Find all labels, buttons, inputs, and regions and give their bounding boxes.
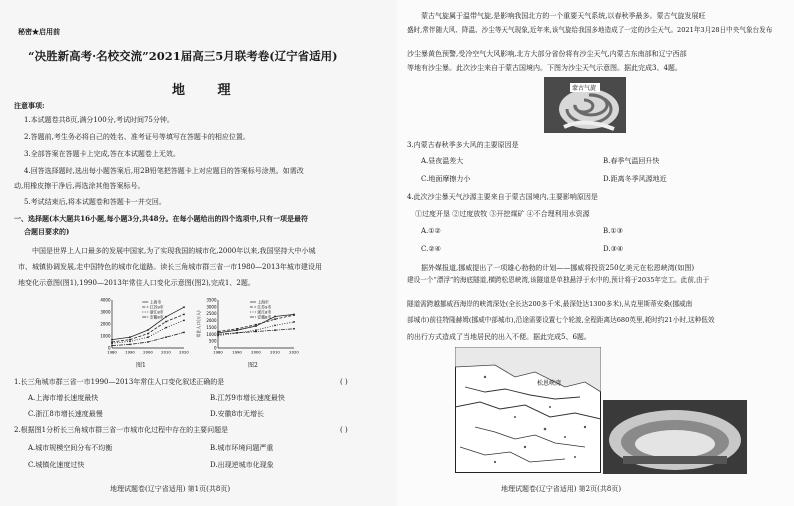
x-tick-label: 2020	[179, 349, 189, 355]
data-point	[129, 344, 131, 346]
data-point	[255, 324, 257, 326]
page-footer: 地理试题卷(辽宁省适用) 第2页(共8页)	[501, 485, 622, 493]
intro2-line: 隧道需跨越挪威西海岸的峡湾深处(全长达200多千米,最深处达1300多米),从克里斯蒂安桑(挪威南	[407, 300, 693, 308]
x-tick-label: 1990	[232, 349, 242, 355]
y-tick-label: 4000	[100, 297, 111, 303]
q3-option: B.春季气温回升快	[603, 157, 660, 165]
answer-bracket: ( )	[340, 378, 348, 386]
notice-item: 4.回答选择题时,选出每小题答案后,用2B铅笔把答题卡上对应题目的答案标号涂黑。如需改	[24, 167, 304, 175]
q1-option: D.安徽8市无增长	[210, 410, 265, 418]
q2-option: B.城市环境问题严重	[210, 444, 274, 452]
data-point	[165, 336, 167, 338]
question-1: 1.长三角城市群三省一市1990—2013年常住人口变化叙述正确的是	[14, 378, 225, 386]
question-2: 2.根据图1分析长三角城市群三省一市城市化过程中存在的主要问题是	[14, 426, 229, 434]
section-title: 一、选择题(本大题共16小题,每小题3分,共48分。在每小题给出的四个选项中,只有一项是最符	[14, 214, 308, 223]
intro2-line: 的出行方式造成了当地居民的出入不便。据此完成5、6题。	[407, 333, 591, 341]
question-3: 3.内蒙古春秋季多大风的主要原因是	[407, 141, 519, 149]
map-label: 松恩峡湾	[537, 380, 562, 387]
intro-line: 沙尘暴黄色预警,受冷空气大风影响,北方大部分省份将有沙尘天气,内蒙古东南部和辽宁西部	[407, 50, 687, 58]
cyclone-label: 蒙古气旋	[572, 85, 597, 92]
q1-option: C.浙江8市增长速度最慢	[28, 410, 103, 418]
notice-item: 3.全部答案在答题卡上完成,答在本试题卷上无效。	[24, 150, 180, 158]
x-tick-label: 2000	[251, 349, 261, 355]
y-tick-label: 0	[213, 345, 217, 351]
q2-option: D.出现逆城市化现象	[210, 461, 274, 469]
legend-label: 浙江8市	[257, 309, 272, 315]
x-tick-label: 2020	[289, 349, 299, 355]
data-point	[236, 332, 238, 334]
figure-1-caption: 图1	[136, 362, 146, 369]
data-point	[165, 327, 167, 329]
question-4: 4.此次沙尘暴天气沙源主要来自于蒙古国境内,主要影响原因是	[407, 193, 598, 201]
notice-item: 1.本试题卷共8页,满分100分,考试时间75分钟。	[24, 116, 174, 124]
y-tick-label: 500	[208, 338, 217, 344]
intro2-line: 据外媒报道,挪威提出了一项雄心勃勃的计划——挪威将投资250亿美元在松恩峡湾(如图)	[421, 264, 695, 272]
series-line	[112, 320, 184, 343]
data-point	[183, 332, 185, 334]
intro-line: 地变化示意图(图1),1990—2013年常住人口变化示意图(图2),完成1、2题。	[18, 279, 255, 287]
legend-label: 安徽8市	[149, 314, 164, 320]
data-point	[111, 339, 113, 341]
y-tick-label: 2500	[206, 311, 217, 317]
data-point	[217, 333, 219, 335]
intro2-line: 部城市)前往特隆赫姆(挪威中部城市),沿途需要设置七个轮渡,全程距离达680英里,耗时约21小时,这种低效	[407, 316, 715, 324]
data-point	[147, 333, 149, 335]
x-tick-label: 2010	[161, 349, 171, 355]
notice-item: 2.答题前,考生务必将自己的姓名、准考证号等填写在答题卡的相应位置。	[24, 133, 250, 141]
intro-line: 中国是世界上人口最多的发展中国家,为了实现我国的城市化,2000年以来,我国坚持大中小城	[32, 247, 316, 255]
y-tick-label: 3500	[206, 297, 217, 303]
q3-option: A.昼夜温差大	[421, 157, 464, 165]
data-point	[293, 328, 295, 330]
intro-line: 盛时,常伴随大风、降温、沙尘等天气现象,近年来,该气旋给我国多地造成了一定的沙尘天气。2021年3月28日中央气象台发布	[407, 26, 773, 34]
x-tick-label: 2000	[143, 349, 153, 355]
y-tick-label: 0	[107, 345, 111, 351]
legend-label: 浙江8市	[149, 309, 164, 315]
figure-2-chart	[196, 296, 300, 358]
data-point	[147, 329, 149, 331]
legend-label: 上海市	[149, 299, 162, 305]
data-point	[183, 314, 185, 316]
data-point	[147, 341, 149, 343]
data-point	[165, 321, 167, 323]
data-point	[147, 336, 149, 338]
q4-option: C.②④	[421, 245, 441, 253]
data-point	[274, 329, 276, 331]
q1-option: B.江苏9市增长速度最快	[210, 394, 285, 402]
right-page	[397, 0, 794, 506]
section-title-2: 合题目要求的)	[24, 227, 70, 236]
y-tick-label: 3000	[206, 304, 217, 310]
q2-option: A.城市规模空间分布不均衡	[28, 444, 113, 452]
answer-bracket: ( )	[340, 426, 348, 434]
subject-title: 地 理	[172, 83, 245, 98]
y-tick-label: 2000	[206, 318, 217, 324]
legend-label: 安徽8市	[257, 314, 272, 320]
legend-label: 江苏9市	[149, 304, 164, 310]
data-point	[274, 316, 276, 318]
data-point	[129, 336, 131, 338]
q4-option: B.①③	[603, 227, 623, 235]
data-point	[274, 318, 276, 320]
legend-label: 江苏9市	[257, 304, 272, 310]
q3-option: D.距离冬季风源地近	[603, 175, 667, 183]
notice-item: 动,用橡皮擦干净后,再选涂其他答案标号。	[14, 182, 145, 190]
q4-option: A.①②	[421, 227, 441, 235]
tunnel-photo	[603, 400, 747, 474]
data-point	[274, 324, 276, 326]
q4-option: D.③④	[603, 245, 624, 253]
q3-option: C.地面摩擦力小	[421, 175, 471, 183]
figure-1-chart	[96, 296, 190, 358]
x-tick-label: 1990	[125, 349, 135, 355]
y-tick-label: 1000	[100, 333, 111, 339]
q2-option: C.城镇化速度过快	[28, 461, 85, 469]
y-tick-label: 2000	[100, 321, 111, 327]
data-point	[217, 331, 219, 333]
y-tick-label: 1000	[206, 331, 217, 337]
x-tick-label: 1980	[213, 349, 223, 355]
data-point	[293, 321, 295, 323]
page-footer: 地理试题卷(辽宁省适用) 第1页(共8页)	[110, 485, 231, 493]
data-point	[111, 345, 113, 347]
data-point	[129, 339, 131, 341]
series-line	[218, 315, 294, 331]
data-point	[293, 314, 295, 316]
data-point	[129, 341, 131, 343]
cyclone-satellite-image	[544, 77, 626, 133]
intro-line: 蒙古气旋属于温带气旋,是影响我国北方的一个重要天气系统,以春秋季最多。蒙古气旋发展旺	[421, 12, 706, 20]
notice-title: 注意事项:	[14, 101, 45, 110]
intro-line: 市、城镇协调发展,走中国特色的城市化道路。读长三角城市群三省一市1980—2013年城市建设用	[18, 263, 322, 271]
q4-choices: ①过度开垦 ②过度放牧 ③开挖煤矿 ④不合理利用水资源	[415, 210, 590, 218]
data-point	[183, 320, 185, 322]
x-tick-label: 2010	[270, 349, 280, 355]
data-point	[111, 342, 113, 344]
fjord-map	[455, 347, 601, 473]
y-axis-label: 常住人口(万人)	[196, 310, 201, 338]
data-point	[236, 328, 238, 330]
data-point	[165, 316, 167, 318]
intro2-line: 建设一个“漂浮”的海底隧道,横跨松恩峡湾,该隧道是单独悬浮于水中的,预计将于2035年完工。此前,由于	[407, 276, 710, 284]
data-point	[255, 331, 257, 333]
q1-option: A.上海市增长速度最快	[28, 394, 99, 402]
intro-line: 等地有沙尘暴。此次沙尘来自于蒙古国境内。下图为沙尘天气示意图。据此完成3、4题。	[407, 64, 682, 72]
confidential-tag: 秘密★启用前	[18, 27, 60, 36]
y-tick-label: 1500	[206, 324, 217, 330]
figure-2-caption: 图2	[248, 362, 258, 369]
data-point	[183, 306, 185, 308]
x-tick-label: 1980	[107, 349, 117, 355]
exam-title: “决胜新高考·名校交流”2021届高三5月联考卷(辽宁省适用)	[28, 49, 338, 63]
legend-label: 上海市	[257, 299, 269, 305]
y-tick-label: 3000	[100, 309, 111, 315]
notice-item: 5.考试结束后,将本试题卷和答题卡一并交回。	[24, 198, 166, 206]
